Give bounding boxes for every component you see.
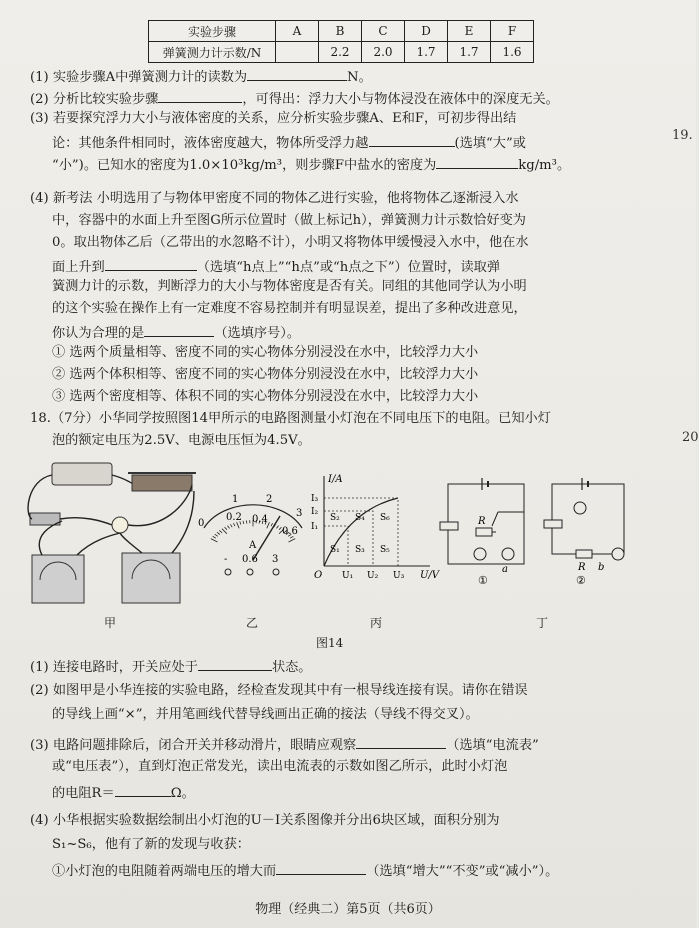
table-row <box>149 21 534 42</box>
question-text: （选填“电流表” <box>446 738 539 753</box>
question-text: (4) 小华根据实验数据绘制出小灯泡的U－I关系图像并分出6块区域，面积分别为 <box>30 813 500 828</box>
region-label: S₄ <box>355 513 365 523</box>
question-text: (4) 新考法 小明选用了与物体甲密度不同的物体乙进行实验，他将物体乙逐渐浸入水 <box>30 191 519 206</box>
table-cell <box>276 42 319 63</box>
ammeter-icon <box>612 548 624 560</box>
question-line <box>52 322 300 343</box>
table-cell: 2.2 <box>319 42 362 63</box>
question-text: 或“电压表”），直到灯泡正常发光，读出电流表的示数如图乙所示，此时小灯泡 <box>52 759 508 774</box>
figure-jia-circuit <box>22 455 204 615</box>
rheostat <box>132 475 192 491</box>
answer-blank[interactable] <box>144 322 214 337</box>
question-text: 面上升到 <box>52 260 105 275</box>
question-text: 论：其他条件相同时，液体密度越大，物体所受浮力越 <box>52 136 369 151</box>
question-text: (3) 电路问题排除后，闭合开关并移动滑片，眼睛应观察 <box>30 738 357 753</box>
margin-mark: 20 <box>682 430 699 445</box>
question-text: (选填“大”或 <box>454 136 526 151</box>
question-text: (1) 连接电路时，开关应处于 <box>30 660 198 675</box>
question-text: ① 选两个质量相等、密度不同的实心物体分别浸没在水中，比较浮力大小 <box>52 345 479 360</box>
q18-intro-line: 18.（7分）小华同学按照图14甲所示的电路图测量小灯泡在不同电压下的电阻。已知小灯 <box>30 411 551 426</box>
resistor-icon <box>576 550 592 558</box>
dial-tick-label: 0.4 <box>252 514 268 525</box>
table-cell: F <box>491 21 534 42</box>
terminal-label: 0.6 <box>242 554 258 565</box>
question-line <box>52 706 479 724</box>
figure-ding-circuit-1 <box>436 474 536 586</box>
question-line <box>52 256 500 277</box>
question-line <box>30 110 516 128</box>
question-text: （选填序号）。 <box>214 326 301 341</box>
table-cell: 1.6 <box>491 42 534 63</box>
dial-unit: A <box>249 540 257 551</box>
region-label: S₃ <box>355 545 365 555</box>
answer-blank[interactable] <box>158 88 242 103</box>
iu-curve <box>324 498 398 566</box>
battery-box <box>52 463 112 485</box>
x-tick-label: U₃ <box>393 571 405 581</box>
question-text: 簧测力计的示数，判断浮力的大小与物体密度是否有关。同组的其他同学认为小明 <box>52 279 527 294</box>
figure-label: 丙 <box>370 616 383 630</box>
question-line <box>52 212 526 230</box>
sub-figure-label: ① <box>478 574 488 587</box>
dial-tick-label: 1 <box>232 494 239 505</box>
table-cell: 2.0 <box>362 42 405 63</box>
margin-mark: 19. <box>672 128 693 143</box>
answer-blank[interactable] <box>198 656 272 671</box>
table-cell: D <box>405 21 448 42</box>
answer-blank[interactable] <box>105 256 197 271</box>
q18-intro-line: 泡的额定电压为2.5V、电源电压恒为4.5V。 <box>52 433 311 448</box>
question-text: 你认为合理的是 <box>52 326 145 341</box>
table-cell: 1.7 <box>405 42 448 63</box>
question-line <box>52 154 570 175</box>
question-text: (3) 若要探究浮力大小与液体密度的关系，应分析实验步骤A、E和F，可初步得出结 <box>30 111 517 126</box>
question-text: N。 <box>347 70 372 85</box>
y-axis-label: I/A <box>328 474 343 485</box>
question-line <box>52 758 507 776</box>
question-text: 的导线上画“×”，并用笔画线代替导线画出正确的接法（导线不得交叉）。 <box>52 707 479 722</box>
dial-tick-label: 2 <box>266 494 273 505</box>
dial-tick-label: 0 <box>198 518 205 529</box>
question-text: ② 选两个体积相等、密度不同的实心物体分别浸没在水中，比较浮力大小 <box>52 367 479 382</box>
figure-bing-iu-graph <box>308 470 438 582</box>
question-line <box>52 234 529 252</box>
question-text: 的电阻R＝ <box>52 786 115 801</box>
table-row <box>149 42 534 63</box>
figure-label: 乙 <box>246 616 259 630</box>
question-text: （选填“增大”“不变”或“减小”）。 <box>366 864 559 879</box>
circuit-letter: R <box>478 516 486 527</box>
question-line <box>30 682 528 700</box>
sub-figure-label: ② <box>576 574 586 587</box>
question-line <box>52 860 558 881</box>
question-line <box>52 344 478 362</box>
x-tick-label: U₁ <box>342 571 354 581</box>
question-line <box>30 656 312 677</box>
question-text: ①小灯泡的电阻随着两端电压的增大而 <box>52 864 277 879</box>
answer-blank[interactable] <box>115 782 171 797</box>
answer-blank[interactable] <box>247 66 347 81</box>
region-label: S₅ <box>380 545 390 555</box>
question-line <box>52 836 250 854</box>
question-text: (1) 实验步骤A中弹簧测力计的读数为 <box>30 70 248 85</box>
terminal-label: 3 <box>272 554 279 565</box>
table-cell: A <box>276 21 319 42</box>
question-text: 0。取出物体乙后（乙带出的水忽略不计），小明又将物体甲缓慢浸入水中，他在水 <box>52 235 529 250</box>
circuit-letter: a <box>502 564 508 575</box>
lamp-icon <box>474 548 486 560</box>
table-cell: B <box>319 21 362 42</box>
table-cell: 1.7 <box>448 42 491 63</box>
question-text: Ω。 <box>170 786 195 801</box>
question-text: “小”)。已知水的密度为1.0×10³kg/m³，则步骤F中盐水的密度为 <box>52 158 437 173</box>
question-line <box>52 388 478 406</box>
question-text: kg/m³。 <box>518 158 571 173</box>
question-line <box>52 132 526 153</box>
question-line <box>30 812 500 830</box>
region-label: S₂ <box>330 513 340 523</box>
figure-ding-circuit-2 <box>540 474 636 586</box>
dial-tick-label: 3 <box>296 508 303 519</box>
figure-yi-ammeter-dial <box>196 490 314 585</box>
question-text: 中，容器中的水面上升至图G所示位置时（做上标记h），弹簧测力计示数恰好变为 <box>52 213 526 228</box>
question-text: (2) 如图甲是小华连接的实验电路，经检查发现其中有一根导线连接有误。请你在错误 <box>30 683 528 698</box>
y-tick-label: I₁ <box>311 522 319 532</box>
circuit-letter: b <box>598 562 605 573</box>
question-line <box>52 782 195 803</box>
table-header: 弹簧测力计示数/N <box>149 42 276 63</box>
question-line <box>30 190 519 208</box>
ammeter-icon <box>502 548 514 560</box>
question-line <box>52 300 527 318</box>
page-footer: 物理（经典二）第5页（共6页） <box>255 902 441 917</box>
region-label: S₁ <box>330 545 340 555</box>
question-line <box>30 66 372 87</box>
answer-blank[interactable] <box>369 132 455 147</box>
question-line <box>52 366 478 384</box>
question-line <box>30 734 539 755</box>
x-axis-label: U/V <box>420 570 440 581</box>
region-label: S₆ <box>380 513 390 523</box>
figure-caption: 图14 <box>316 636 344 650</box>
question-text: 状态。 <box>271 660 312 675</box>
terminal-label: - <box>224 554 228 565</box>
table-cell: E <box>448 21 491 42</box>
dial-tick-label: 0.6 <box>282 526 298 537</box>
y-tick-label: I₃ <box>311 494 319 504</box>
question-text: （选填“h点上”“h点”或“h点之下”）位置时，读取弹 <box>196 260 501 275</box>
lamp-icon <box>112 517 128 533</box>
table-header: 实验步骤 <box>149 21 276 42</box>
question-text: 的这个实验在操作上有一定难度不容易控制并有明显误差，提出了多种改进意见， <box>52 301 527 316</box>
question-text: S₁~S₆，他有了新的发现与收获： <box>52 837 250 852</box>
answer-blank[interactable] <box>276 860 366 875</box>
answer-blank[interactable] <box>436 154 518 169</box>
figure-label: 甲 <box>104 616 117 630</box>
question-line <box>52 278 527 296</box>
y-tick-label: I₂ <box>311 507 319 517</box>
question-text: (2) 分析比较实验步骤 <box>30 92 159 107</box>
table-cell: C <box>362 21 405 42</box>
question-text: ③ 选两个密度相等、体积不同的实心物体分别浸没在水中，比较浮力大小 <box>52 389 479 404</box>
question-line <box>30 88 559 109</box>
resistor-icon <box>476 528 492 536</box>
x-tick-label: U₂ <box>367 571 379 581</box>
question-text: ，可得出：浮力大小与物体浸没在液体中的深度无关。 <box>242 92 559 107</box>
origin-label: O <box>314 570 323 581</box>
circuit-letter: R <box>578 562 586 573</box>
answer-blank[interactable] <box>356 734 446 749</box>
dial-tick-label: 0.2 <box>226 512 242 523</box>
lamp-icon <box>574 502 586 514</box>
results-table <box>148 20 534 63</box>
figure-label: 丁 <box>536 616 549 630</box>
